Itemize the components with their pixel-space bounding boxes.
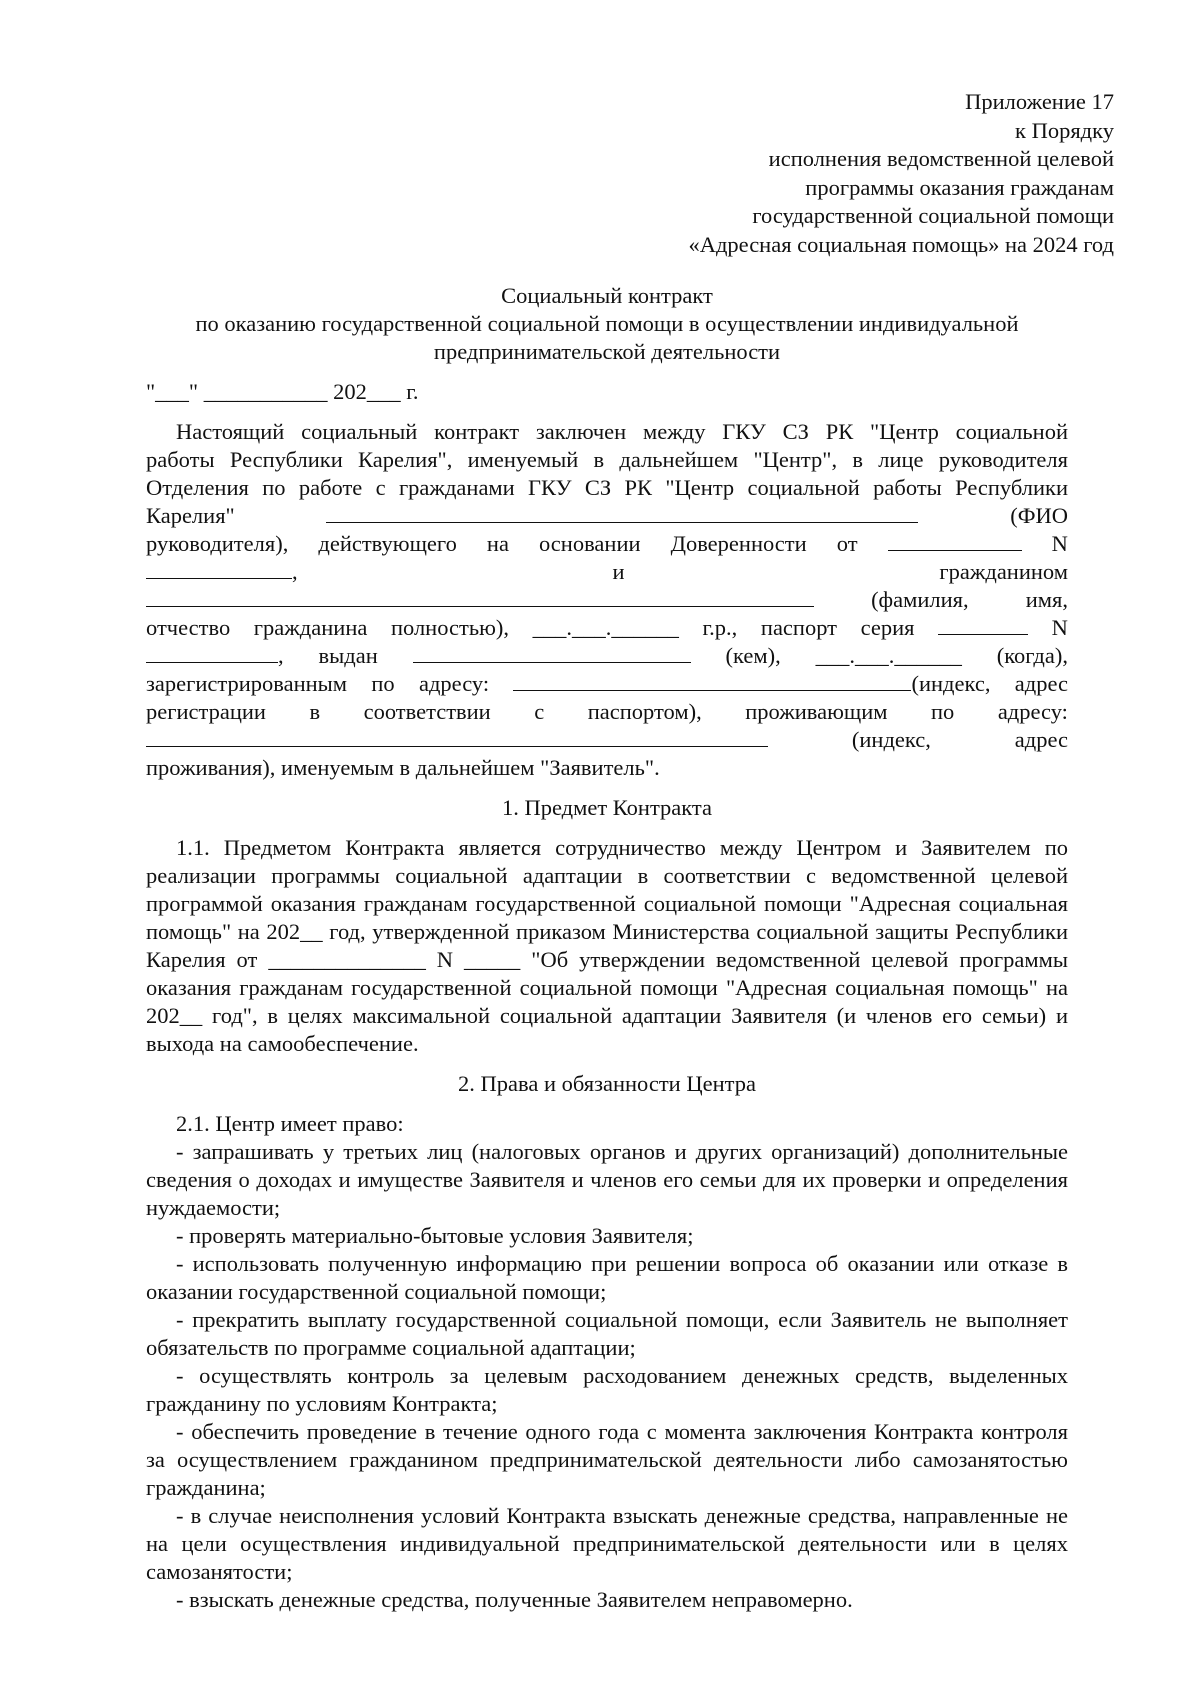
intro-text: паспортом), [587,699,702,724]
list-item: - проверять материально-бытовые условия Заявителя; [176,1223,694,1248]
intro-text: г.р., [702,615,738,640]
intro-text: зарегистрированным [146,671,348,696]
intro-text: Отделения по работе с гражданами ГКУ СЗ РК "Центр социальной работы Республики [146,475,1068,500]
list-item: - использовать полученную информацию при решении вопроса об оказании или отказе в оказании государственной социальной помощи; [146,1251,1068,1304]
passport-series-blank[interactable] [938,614,1028,635]
intro-line [146,530,1068,558]
intro-text: паспорт [760,615,837,640]
list-item: - осуществлять контроль за целевым расходованием денежных средств, выделенных гражданину по условиям Контракта; [146,1363,1068,1416]
list-item: - запрашивать у третьих лиц (налоговых органов и других организаций) дополнительные сведения о доходах и имуществе Заявителя и членов его семьи для их проверки и определения нуждаемости; [146,1139,1068,1220]
intro-text: адрес [1014,671,1068,696]
intro-text: гражданина [253,615,368,640]
citizen-name-blank[interactable] [146,586,814,607]
fio-blank[interactable] [326,502,918,523]
list-item: - в случае неисполнения условий Контракта взыскать денежные средства, направленные не на цели осуществления индивидуальной предпринимательской деятельности или в целях самозанятости; [146,1503,1068,1584]
intro-line [146,670,1068,698]
intro-line [146,586,1068,614]
registration-address-blank[interactable] [513,670,911,691]
intro-line [146,698,1068,726]
intro-text: от [836,531,858,556]
intro-line [146,474,1068,502]
intro-text: адресу: [997,699,1068,724]
intro-segment [146,642,284,670]
residence-address-blank[interactable] [146,726,768,747]
intro-text: адресу: [418,671,490,696]
appendix-line: государственной социальной помощи [752,203,1114,228]
issued-by-blank[interactable] [413,642,691,663]
intro-line: проживания), именуемым в дальнейшем "Заявитель". [146,755,660,780]
intro-text: руководителя), [146,531,289,556]
appendix-line: программы оказания гражданам [805,174,1114,200]
intro-line [146,726,1068,754]
intro-segment [513,670,990,698]
document-title [146,282,1068,366]
intro-text: действующего [318,531,457,556]
intro-text: , [278,643,284,668]
appendix-line: исполнения ведомственной целевой [768,146,1114,171]
intro-text: N [1051,615,1068,640]
appendix-line: «Адресная социальная помощь» на 2024 год [688,231,1114,257]
passport-number-blank[interactable] [146,642,278,663]
intro-text: по [931,699,955,724]
intro-text: (кем), [725,643,781,668]
intro-text: основании [539,531,641,556]
intro-text: Настоящий социальный контракт заключен между ГКУ СЗ РК "Центр социальной [176,419,1068,444]
intro-text: выдан [318,643,378,668]
intro-text: (индекс, [851,727,931,752]
appendix-line: Приложение 17 [965,89,1114,114]
power-of-attorney-date-blank[interactable] [888,530,1022,551]
intro-text: в [309,699,321,724]
list-item: - прекратить выплату государственной социальной помощи, если Заявитель не выполняет обязательств по программе социальной адаптации; [146,1307,1068,1360]
birth-date-blank[interactable]: ___.___.______ [532,615,679,640]
intro-text: на [486,531,509,556]
title-line: предпринимательской деятельности [433,339,781,364]
section-1-paragraph: 1.1. Предметом Контракта является сотрудничество между Центром и Заявителем по реализации программы социальной адаптации в соответствии с ведомственной целевой программой оказания гражданам государственной социальной помощи "Адресная социальная помощь" на 202__ год, утвержденной приказом Министерства социальной защиты Республики Карелия от ______________ N _____ "Об утверждении ведомственной целевой программы оказания гражданам государственной социальной помощи "Адресная социальная помощь" на 202__ год", в целях максимальной социальной адаптации Заявителя (и членов его семьи) и выхода на самообеспечение. [146,835,1068,1056]
intro-text: Карелия" [146,503,235,528]
intro-line [146,614,1068,642]
appendix-header [688,88,1114,259]
intro-line [146,642,1068,670]
intro-line [146,502,1068,530]
list-item: - обеспечить проведение в течение одного года с момента заключения Контракта контроля за осуществлением гражданином предпринимательской деятельности либо самозанятостью гражданина; [146,1419,1068,1500]
intro-text: , [292,559,298,584]
intro-text: работы Республики Карелия", именуемый в дальнейшем "Центр", в лице руководителя [146,447,1068,472]
title-line: по оказанию государственной социальной помощи в осуществлении индивидуальной [195,311,1019,336]
intro-text: и [612,559,625,584]
intro-text: гражданином [939,559,1068,584]
intro-text: адрес [1014,727,1068,752]
intro-text: (индекс, [911,671,991,696]
appendix-line: к Порядку [1015,117,1114,143]
intro-text: серия [860,615,915,640]
date-line: "___" ___________ 202___ г. [146,379,419,404]
section-2-subheading: 2.1. Центр имеет право: [176,1111,404,1136]
intro-line [146,558,1068,586]
intro-text: полностью), [390,615,510,640]
intro-text: N [1051,531,1068,556]
intro-text: (ФИО [1010,503,1068,528]
intro-text: Доверенности [670,531,807,556]
title-line: Социальный контракт [501,283,713,308]
intro-text: отчество [146,615,231,640]
intro-text: (фамилия, [871,587,969,612]
power-of-attorney-number-blank[interactable] [146,558,292,579]
intro-text: по [371,671,395,696]
section-1-heading: 1. Предмет Контракта [501,795,713,820]
intro-text: регистрации [146,699,266,724]
intro-text: имя, [1025,587,1068,612]
intro-text: проживающим [745,699,888,724]
intro-text: с [534,699,545,724]
intro-text: (когда), [996,643,1068,668]
issue-date-blank[interactable]: ___.___.______ [815,643,962,668]
section-2-body [146,1110,1068,1614]
intro-line [146,446,1068,474]
intro-line [146,418,1068,446]
list-item: - взыскать денежные средства, полученные Заявителем неправомерно. [176,1587,853,1612]
intro-segment [146,558,298,586]
intro-paragraph [146,418,1068,782]
section-2-heading: 2. Права и обязанности Центра [458,1071,756,1096]
intro-text: соответствии [363,699,491,724]
